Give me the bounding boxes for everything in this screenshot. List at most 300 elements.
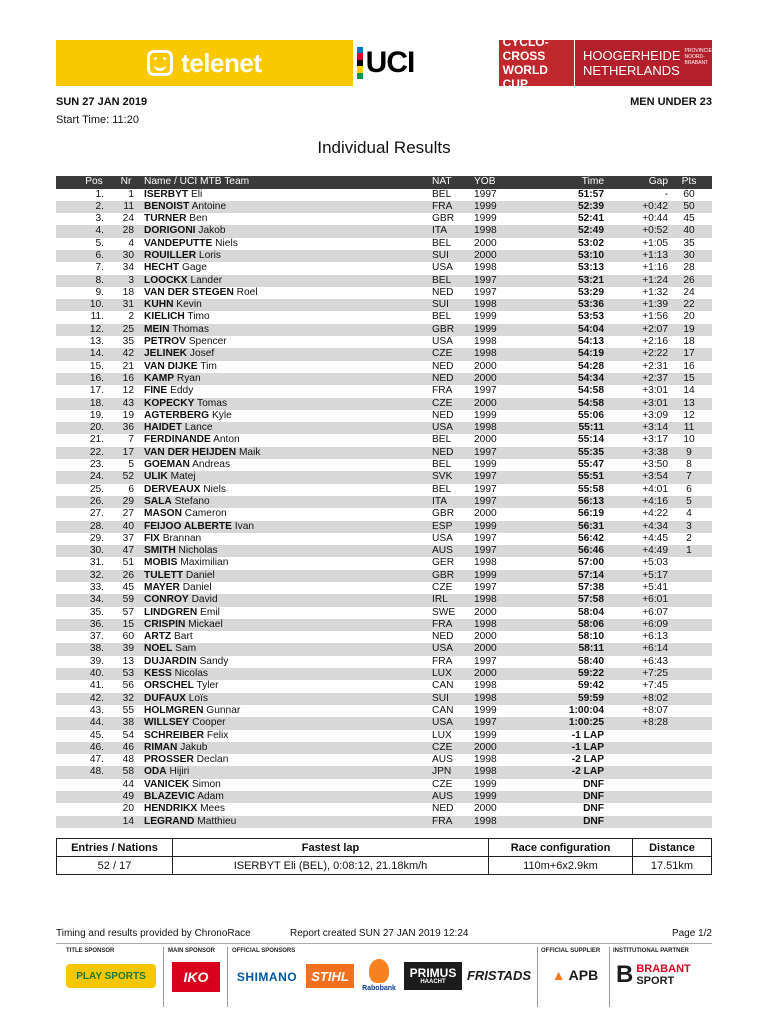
cell-pos: 31.: [89, 557, 104, 569]
cell-pos: 35.: [89, 606, 104, 618]
cell-name: [144, 361, 217, 373]
cell-time: 1:00:25: [568, 717, 604, 729]
cell-name: [144, 607, 220, 619]
rider-first-name: Mickael: [188, 618, 223, 630]
table-header: [56, 176, 712, 189]
cell-name: [144, 779, 221, 791]
cell-pos: 20.: [89, 422, 104, 434]
uci-text: UCI: [365, 46, 415, 79]
cell-name: [144, 668, 208, 680]
cell-pts: 19: [683, 323, 695, 335]
cell-nat: ITA: [432, 225, 448, 237]
cell-name: [144, 459, 230, 471]
brabant-name-1: BRABANT: [636, 963, 691, 975]
cell-time: 53:10: [577, 249, 604, 261]
cell-nat: SWE: [432, 606, 456, 618]
rider-first-name: Jakub: [180, 741, 208, 753]
cell-pts: 45: [683, 213, 695, 225]
cell-nat: GER: [432, 557, 455, 569]
cell-pts: 35: [683, 237, 695, 249]
cell-gap: +4:16: [642, 495, 668, 507]
rider-last-name: SALA: [144, 495, 172, 507]
cell-nat: GBR: [432, 213, 455, 225]
cell-yob: 1998: [474, 618, 497, 630]
rider-first-name: Simon: [191, 778, 221, 790]
cell-yob: 1999: [474, 778, 497, 790]
cell-time: 54:04: [577, 323, 604, 335]
table-row: [56, 742, 712, 754]
cell-name: [144, 643, 196, 655]
rider-last-name: GOEMAN: [144, 459, 190, 471]
cell-pos: 7.: [95, 262, 104, 274]
cell-pts: 28: [683, 262, 695, 274]
cell-yob: 1997: [474, 717, 497, 729]
host-sub2: NOORD-BRABANT: [684, 54, 709, 66]
cell-nat: AUS: [432, 754, 453, 766]
cell-nat: BEL: [432, 459, 452, 471]
cell-name: [144, 631, 193, 643]
cell-gap: +3:01: [642, 397, 668, 409]
cell-yob: 2000: [474, 668, 497, 680]
cell-time: 56:42: [577, 532, 604, 544]
rider-first-name: Thomas: [172, 323, 209, 335]
rider-first-name: Lander: [190, 274, 223, 286]
cell-nr: 44: [122, 778, 134, 790]
table-row: [56, 225, 712, 237]
rider-first-name: Tomas: [197, 397, 228, 409]
cell-time: 52:41: [577, 213, 604, 225]
cell-nat: BEL: [432, 237, 452, 249]
cell-nat: IRL: [432, 594, 448, 606]
summary-entries-header: Entries / Nations: [57, 839, 173, 857]
cell-nat: SUI: [432, 299, 449, 311]
col-yob: YOB: [474, 176, 496, 187]
rider-first-name: Ryan: [176, 372, 201, 384]
cell-nat: NED: [432, 446, 454, 458]
rider-first-name: Brannan: [162, 532, 202, 544]
rider-last-name: AGTERBERG: [144, 409, 210, 421]
rider-last-name: ORSCHEL: [144, 680, 194, 692]
playsports-name: PLAY SPORTS: [76, 970, 146, 982]
table-row: [56, 570, 712, 582]
rabobank-name: Rabobank: [362, 984, 396, 992]
cell-nat: SVK: [432, 471, 453, 483]
cell-time: 55:51: [577, 471, 604, 483]
table-row: [56, 201, 712, 213]
rider-first-name: Roel: [236, 286, 258, 298]
cell-gap: +6:43: [642, 655, 668, 667]
cell-pos: 5.: [95, 237, 104, 249]
cell-name: [144, 275, 222, 287]
cell-nat: BEL: [432, 188, 452, 200]
rider-last-name: RIMAN: [144, 741, 178, 753]
cell-time: 55:14: [577, 434, 604, 446]
cell-time: 59:42: [577, 680, 604, 692]
rider-first-name: Timo: [187, 311, 210, 323]
cell-nr: 11: [123, 200, 134, 212]
table-row: [56, 693, 712, 705]
start-time: Start Time: 11:20: [56, 114, 139, 126]
rider-last-name: DUFAUX: [144, 692, 186, 704]
rider-first-name: Sandy: [199, 655, 229, 667]
cell-time: 58:04: [577, 606, 604, 618]
cell-nr: 20: [122, 803, 134, 815]
cell-pos: 1.: [95, 188, 104, 200]
rider-first-name: Gunnar: [206, 704, 241, 716]
cell-pos: 43.: [89, 704, 104, 716]
rider-last-name: HECHT: [144, 262, 180, 274]
cell-time: 55:35: [577, 446, 604, 458]
sponsor-divider: [163, 947, 164, 1007]
cell-nr: 21: [122, 360, 134, 372]
cell-name: [144, 324, 209, 336]
rider-first-name: Sam: [175, 643, 197, 655]
cell-gap: +6:01: [642, 594, 668, 606]
cell-pos: 13.: [89, 336, 104, 348]
rider-last-name: MAYER: [144, 582, 180, 593]
brabant-name-2: SPORT: [636, 975, 675, 987]
cell-nat: CZE: [432, 397, 453, 409]
cell-gap: +6:14: [642, 643, 668, 655]
cell-time: 51:57: [577, 188, 604, 200]
cell-nat: NED: [432, 803, 454, 815]
label-main-sponsor: MAIN SPONSOR: [168, 948, 216, 954]
cell-gap: +6:09: [642, 618, 668, 630]
cell-time: 55:47: [577, 459, 604, 471]
cell-pts: 30: [683, 249, 695, 261]
cell-pts: 6: [686, 483, 692, 495]
cell-nr: 59: [122, 594, 134, 606]
cell-time: 56:31: [577, 520, 604, 532]
cell-nr: 30: [122, 249, 134, 261]
cell-pts: 40: [683, 225, 695, 237]
cell-pos: 28.: [89, 520, 104, 532]
table-row: [56, 779, 712, 791]
table-row: [56, 508, 712, 520]
cell-pos: 26.: [89, 495, 104, 507]
cell-name: [144, 484, 226, 496]
cell-pts: 11: [683, 422, 695, 434]
cell-gap: +3:17: [642, 434, 668, 446]
cell-nat: LUX: [432, 668, 452, 680]
rider-last-name: LOOCKX: [144, 274, 188, 286]
rider-first-name: Daniel: [182, 582, 212, 593]
cell-yob: 2000: [474, 434, 497, 446]
summary-fastest-lap: ISERBYT Eli (BEL), 0:08:12, 21.18km/h: [173, 857, 489, 875]
cell-yob: 1999: [474, 409, 497, 421]
cell-pts: 10: [683, 434, 695, 446]
cell-nat: NED: [432, 360, 454, 372]
cell-time: 52:49: [577, 225, 604, 237]
cell-nr: 15: [122, 618, 134, 630]
cell-yob: 2000: [474, 606, 497, 618]
cell-time: 54:58: [577, 385, 604, 397]
cell-gap: +4:49: [642, 545, 668, 557]
cell-yob: 2000: [474, 508, 497, 520]
rider-last-name: JELINEK: [144, 348, 188, 360]
cell-nr: 25: [122, 323, 134, 335]
cell-yob: 1997: [474, 495, 497, 507]
rider-last-name: PETROV: [144, 336, 186, 348]
cell-time: 53:36: [577, 299, 604, 311]
summary-fastest-lap-header: Fastest lap: [173, 839, 489, 857]
apb-logo: [545, 964, 605, 986]
table-row: [56, 521, 712, 533]
rider-first-name: Anton: [213, 434, 240, 446]
cell-nr: 56: [122, 680, 134, 692]
rider-last-name: MOBIS: [144, 557, 178, 569]
cell-pos: 24.: [89, 471, 104, 483]
table-row: [56, 791, 712, 803]
cell-gap: +5:17: [642, 569, 668, 581]
cell-name: [144, 262, 207, 274]
summary-distance: 17.51km: [633, 857, 712, 875]
cell-pos: 38.: [89, 643, 104, 655]
cell-pos: 11.: [90, 311, 104, 323]
cell-name: [144, 717, 226, 729]
cell-nat: FRA: [432, 618, 453, 630]
footer-divider: [56, 943, 712, 944]
cell-pts: 15: [683, 372, 695, 384]
cell-pos: 25.: [89, 483, 104, 495]
cell-gap: +1:13: [642, 249, 668, 261]
cell-time: DNF: [583, 803, 604, 815]
uci-logo: [353, 40, 499, 86]
cell-nat: FRA: [432, 815, 453, 827]
rider-first-name: Adam: [197, 791, 224, 803]
cell-pos: 39.: [89, 655, 104, 667]
table-row: [56, 361, 712, 373]
cell-pts: 16: [683, 360, 695, 372]
table-row: [56, 730, 712, 742]
table-row: [56, 410, 712, 422]
cell-pos: 33.: [89, 582, 104, 593]
cell-time: DNF: [583, 815, 604, 827]
rider-last-name: PROSSER: [144, 754, 194, 766]
cell-pos: 47.: [89, 754, 104, 766]
cell-nr: 52: [122, 471, 134, 483]
table-row: [56, 262, 712, 274]
cell-name: [144, 410, 232, 422]
cell-name: [144, 742, 207, 754]
cell-gap: +3:54: [642, 471, 668, 483]
rider-last-name: DERVEAUX: [144, 483, 201, 495]
cell-gap: +2:31: [642, 360, 668, 372]
cell-nr: 6: [128, 483, 134, 495]
rider-first-name: Ivan: [234, 520, 255, 532]
cell-nr: 39: [122, 643, 134, 655]
cell-nat: BEL: [432, 483, 452, 495]
cell-pts: 24: [683, 286, 695, 298]
cell-yob: 1999: [474, 729, 497, 741]
apb-name: APB: [568, 967, 599, 983]
cell-gap: +4:22: [642, 508, 668, 520]
cell-time: 57:58: [577, 594, 604, 606]
cell-nat: JPN: [432, 766, 452, 778]
cell-yob: 1999: [474, 323, 497, 335]
cell-nat: CZE: [432, 778, 453, 790]
cell-nat: SUI: [432, 249, 449, 261]
telenet-brand: telenet: [181, 47, 262, 78]
cell-gap: +4:45: [642, 532, 668, 544]
cell-pts: 17: [683, 348, 695, 360]
table-row: [56, 385, 712, 397]
rider-first-name: Mees: [200, 803, 225, 815]
cell-time: 59:22: [577, 668, 604, 680]
rider-first-name: Josef: [189, 348, 215, 360]
cell-time: -1 LAP: [571, 729, 604, 741]
rider-last-name: BLAZEVIC: [144, 791, 195, 803]
cell-nr: 49: [122, 791, 134, 803]
cell-name: [144, 189, 202, 201]
rider-last-name: ULIK: [144, 471, 168, 483]
cell-name: [144, 422, 213, 434]
cell-nat: GBR: [432, 508, 455, 520]
cell-nr: 40: [122, 520, 134, 532]
cell-yob: 1998: [474, 422, 497, 434]
cell-time: DNF: [583, 778, 604, 790]
cell-nr: 54: [122, 729, 134, 741]
cell-time: -1 LAP: [571, 741, 604, 753]
cell-pts: 12: [683, 409, 695, 421]
cell-name: [144, 754, 228, 766]
rider-last-name: ROUILLER: [144, 249, 197, 261]
stihl-name: STIHL: [311, 968, 349, 984]
rider-last-name: TULETT: [144, 569, 184, 581]
cell-yob: 1998: [474, 754, 497, 766]
shimano-logo: [232, 968, 302, 986]
cell-nat: USA: [432, 336, 453, 348]
cell-gap: +0:52: [642, 225, 668, 237]
rider-last-name: ODA: [144, 766, 167, 778]
cell-time: -2 LAP: [571, 754, 604, 766]
rider-last-name: FEIJOO ALBERTE: [144, 520, 232, 532]
report-created: Report created SUN 27 JAN 2019 12:24: [290, 928, 469, 939]
cell-nr: 60: [122, 631, 134, 643]
cell-pos: 6.: [95, 249, 104, 261]
cell-pts: 60: [683, 188, 695, 200]
table-row: [56, 324, 712, 336]
uci-rainbow-icon: [357, 47, 363, 79]
cell-time: 54:28: [577, 360, 604, 372]
primus-name: PRIMUS: [409, 965, 457, 980]
rider-first-name: David: [191, 594, 218, 606]
cell-pos: 17.: [89, 385, 104, 397]
rabobank-icon: [369, 959, 389, 983]
table-row: [56, 766, 712, 778]
cell-nat: USA: [432, 532, 453, 544]
cell-name: [144, 557, 228, 569]
cell-nr: 36: [122, 422, 134, 434]
cell-nat: SUI: [432, 692, 449, 704]
cell-pts: 22: [683, 299, 695, 311]
rider-first-name: Niels: [203, 483, 226, 495]
cell-gap: +3:38: [642, 446, 668, 458]
cell-gap: +1:24: [642, 274, 668, 286]
cell-nr: 29: [122, 495, 134, 507]
cell-nat: CAN: [432, 680, 454, 692]
rider-last-name: KESS: [144, 668, 172, 680]
cyclocross-world-cup-label: [499, 35, 574, 91]
host-venue: [574, 40, 712, 86]
cell-nr: 2: [128, 311, 134, 323]
table-row: [56, 619, 712, 631]
rider-last-name: TURNER: [144, 213, 187, 225]
table-row: [56, 631, 712, 643]
rider-first-name: Cameron: [184, 508, 227, 520]
cell-pts: 7: [686, 471, 692, 483]
cell-pts: 8: [686, 459, 692, 471]
fristads-name: FRISTADS: [466, 967, 532, 983]
cell-name: [144, 803, 225, 815]
cell-nr: 5: [128, 459, 134, 471]
rider-last-name: HAIDET: [144, 422, 182, 434]
cell-yob: 1998: [474, 262, 497, 274]
cell-nat: LUX: [432, 729, 452, 741]
cell-nr: 55: [122, 704, 134, 716]
cell-nr: 42: [122, 348, 134, 360]
rider-first-name: Hijiri: [169, 766, 190, 778]
cell-pts: 14: [683, 385, 695, 397]
cell-name: [144, 545, 218, 557]
cell-pos: 30.: [89, 545, 104, 557]
cell-time: 54:19: [577, 348, 604, 360]
cell-nat: NED: [432, 372, 454, 384]
rider-last-name: KUHN: [144, 299, 174, 311]
cell-pos: 45.: [89, 729, 104, 741]
cell-pos: 14.: [89, 348, 104, 360]
cell-nat: ESP: [432, 520, 453, 532]
cell-name: [144, 447, 260, 459]
rider-first-name: Antoine: [191, 200, 227, 212]
rider-first-name: Loris: [198, 249, 222, 261]
cell-pos: 16.: [89, 372, 104, 384]
rider-last-name: SMITH: [144, 545, 176, 557]
cell-gap: +1:16: [642, 262, 668, 274]
table-row: [56, 496, 712, 508]
cell-pts: 26: [683, 274, 695, 286]
cell-gap: +3:09: [642, 409, 668, 421]
cell-nat: BEL: [432, 434, 452, 446]
rider-first-name: Nicolas: [174, 668, 208, 680]
col-nat: NAT: [432, 176, 452, 187]
cell-pos: 37.: [89, 631, 104, 643]
cell-pos: 29.: [89, 532, 104, 544]
cell-gap: +7:25: [642, 668, 668, 680]
cell-pts: 3: [686, 520, 692, 532]
table-row: [56, 668, 712, 680]
cell-name: [144, 730, 228, 742]
rider-last-name: KOPECKY: [144, 397, 195, 409]
rider-first-name: Daniel: [185, 569, 215, 581]
cell-nr: 31: [122, 299, 134, 311]
table-row: [56, 348, 712, 360]
rider-first-name: Gage: [181, 262, 207, 274]
cell-pos: 18.: [89, 397, 104, 409]
cell-nr: 53: [122, 668, 134, 680]
cell-nr: 18: [122, 286, 134, 298]
cell-yob: 1998: [474, 680, 497, 692]
cell-time: 53:13: [577, 262, 604, 274]
cell-nr: 1: [128, 188, 134, 200]
cell-nr: 32: [122, 692, 134, 704]
cell-yob: 1997: [474, 545, 497, 557]
rider-last-name: ARTZ: [144, 631, 172, 643]
rider-last-name: DORIGONI: [144, 225, 196, 237]
cell-name: [144, 508, 227, 520]
cell-yob: 2000: [474, 643, 497, 655]
cell-name: [144, 570, 215, 582]
